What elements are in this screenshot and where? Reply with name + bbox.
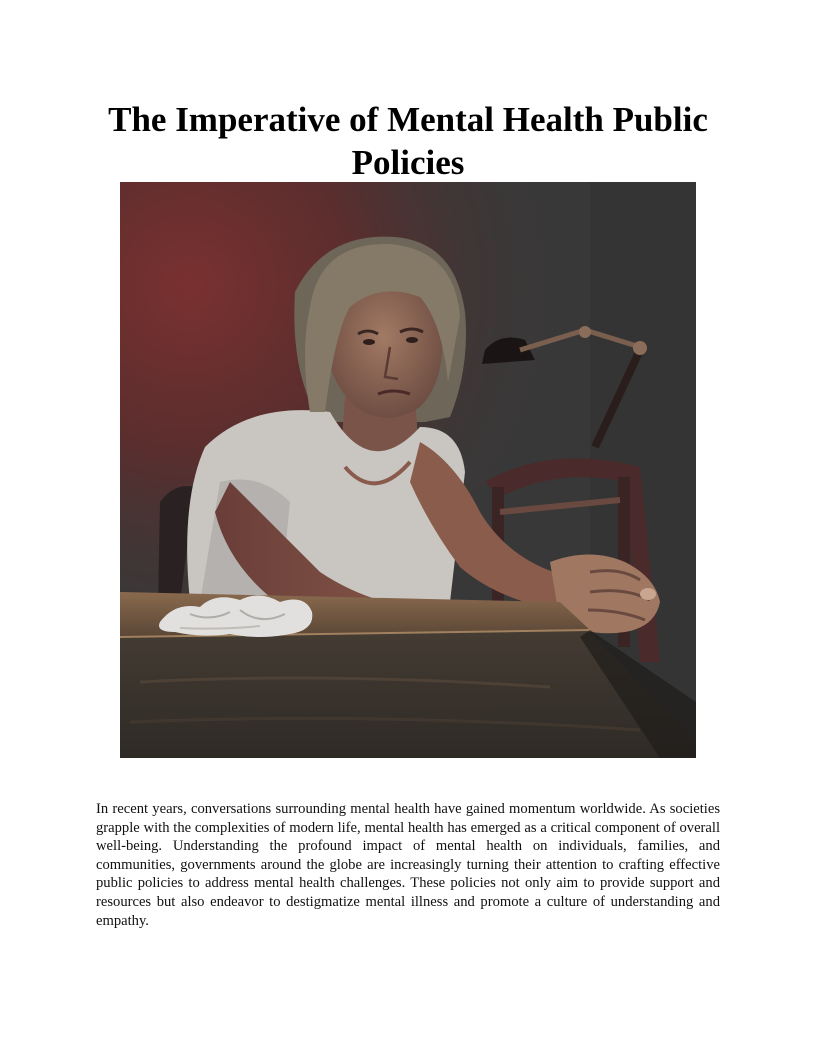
photo-illustration — [120, 182, 696, 758]
page-title: The Imperative of Mental Health Public Policies — [108, 100, 708, 182]
intro-paragraph: In recent years, conversations surrounding mental health have gained momentum worldwide. As societies grapple with the complexities of modern life, mental health has emerged as a critical component of overall well-being. Understanding the profound impact of mental health on individuals, families, and communities, governments around the globe are increasingly turning their attention to crafting effective public policies to address mental health challenges. These policies not only aim to provide support and resources but also endeavor to destigmatize mental illness and promote a culture of understanding and empathy. — [96, 801, 720, 929]
woman-at-table-photo — [120, 182, 696, 758]
